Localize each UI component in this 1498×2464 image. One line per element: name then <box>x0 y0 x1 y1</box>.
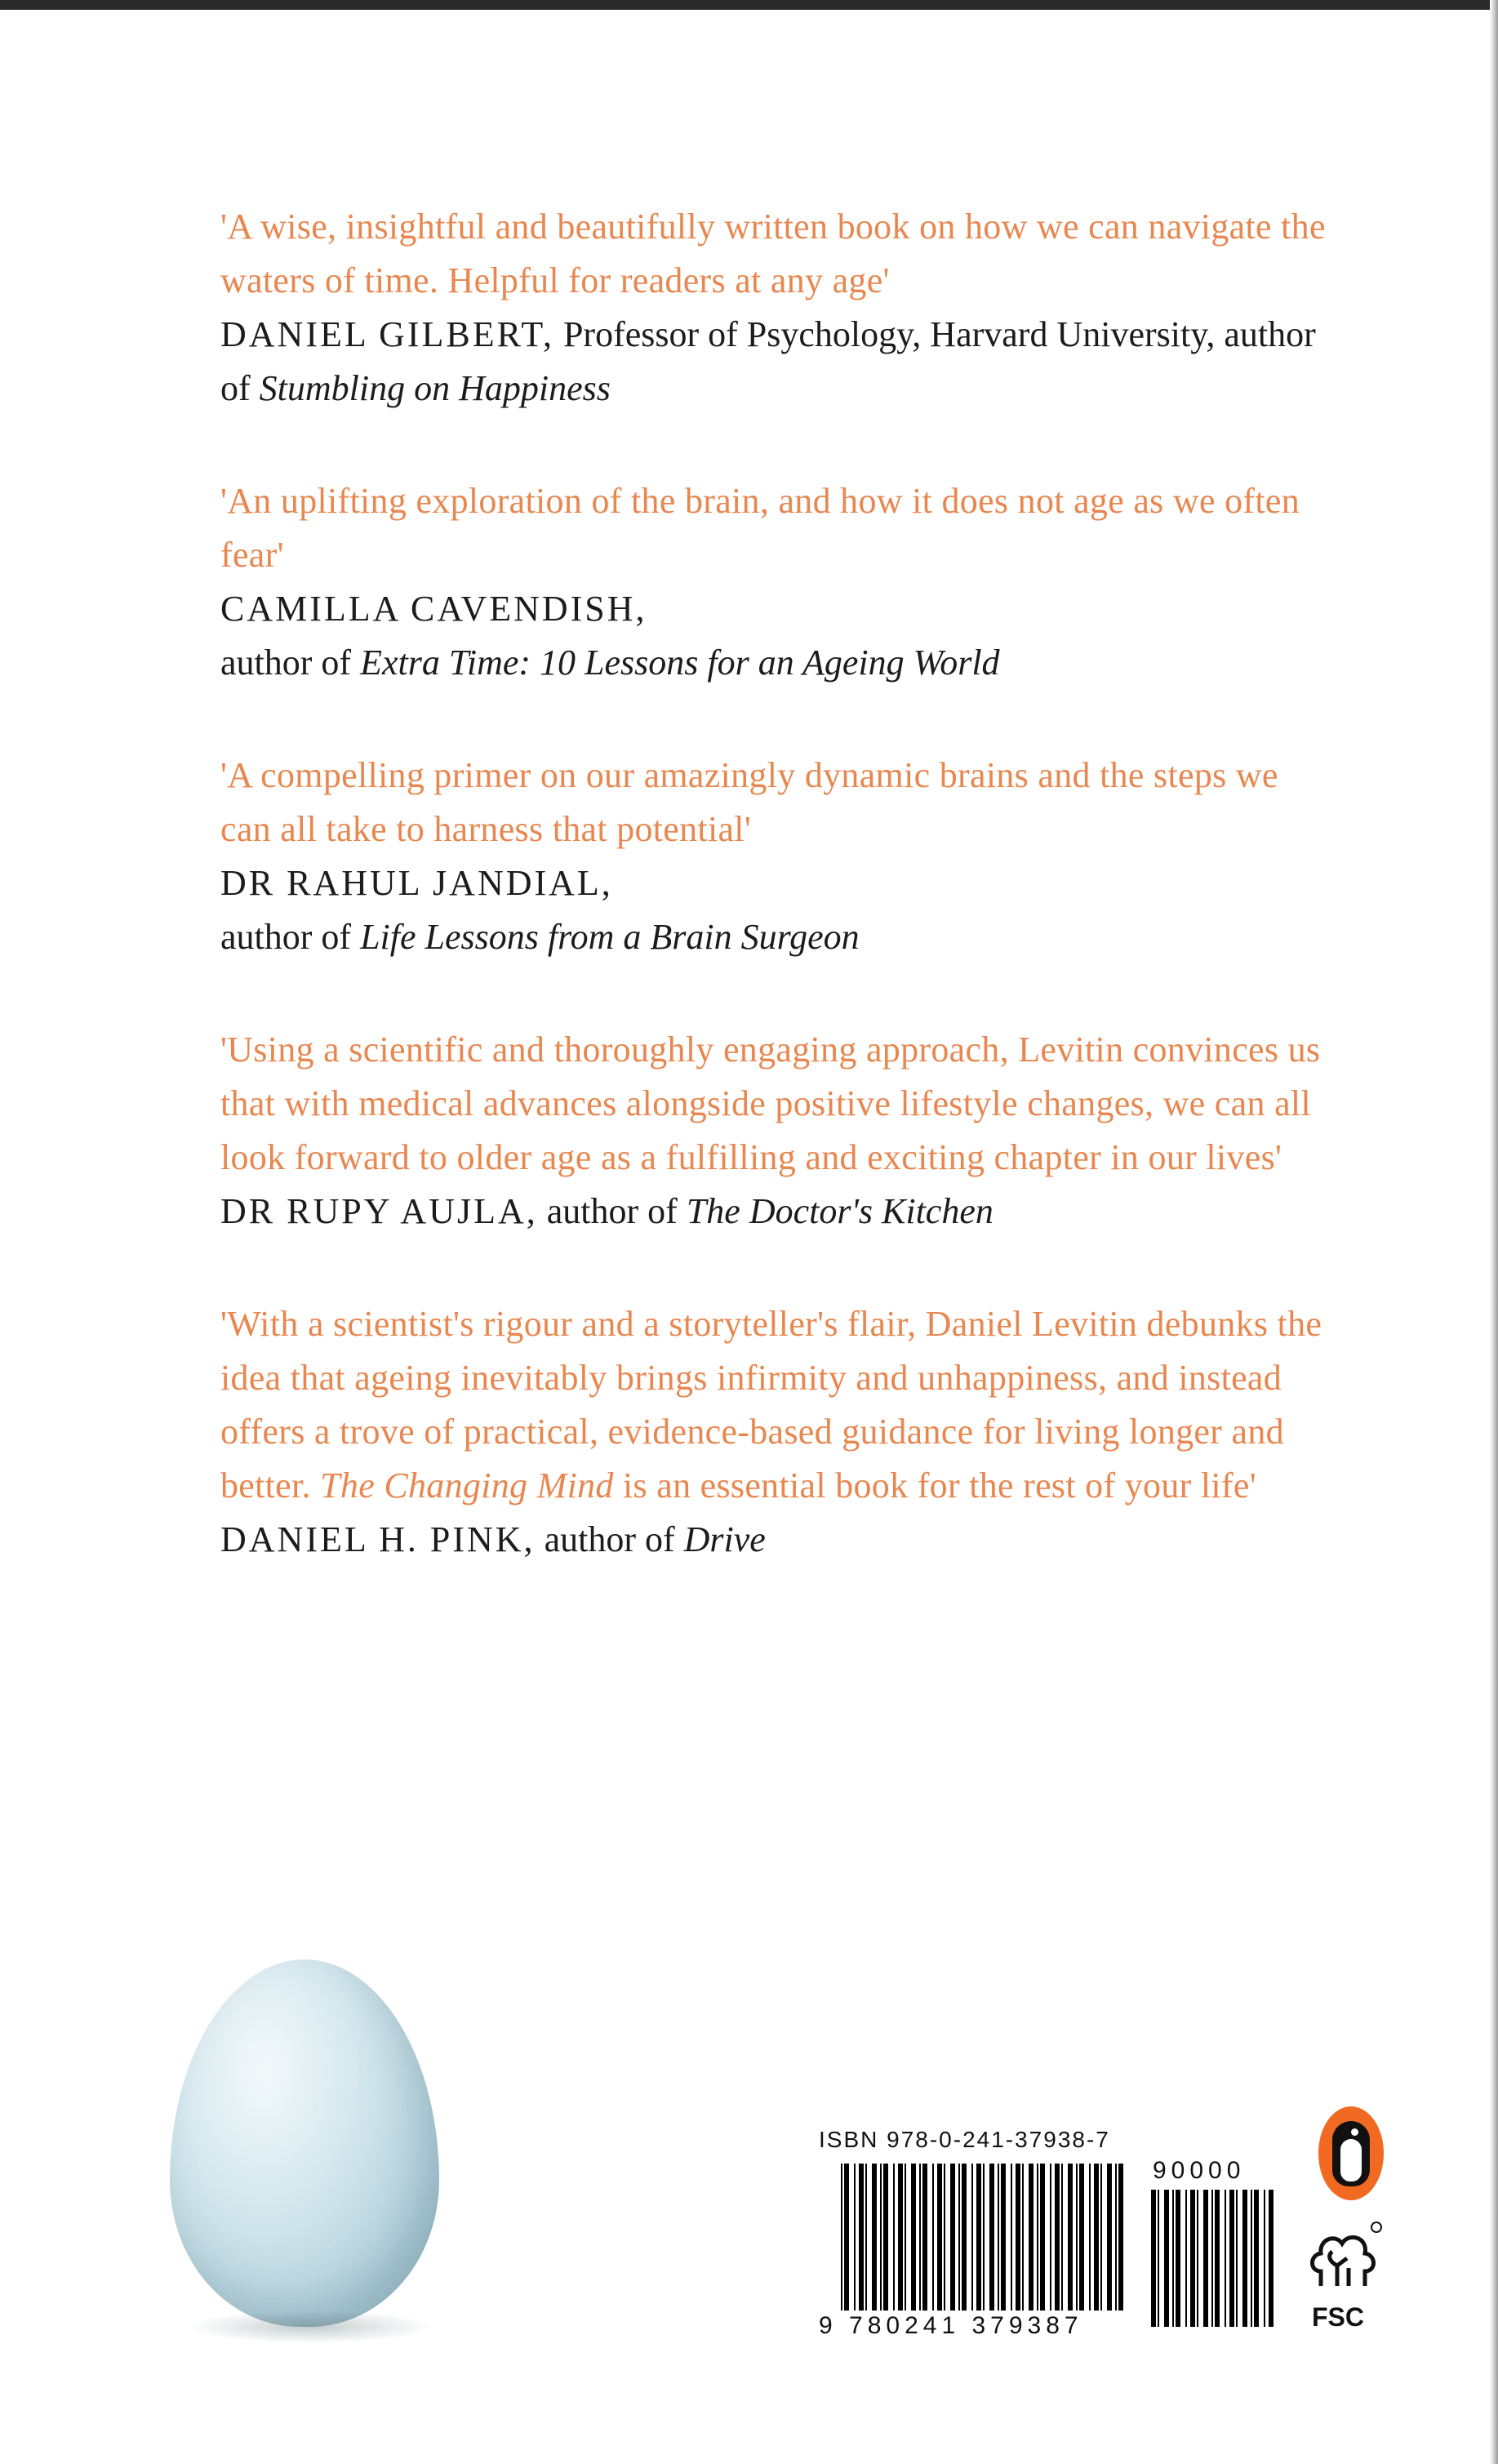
isbn-barcode <box>841 2164 1127 2327</box>
blurb-quote-end: is an essential book for the rest of your life' <box>613 1466 1256 1506</box>
barcode-bar <box>865 2164 867 2311</box>
blurb-author-name: DANIEL H. PINK, <box>220 1519 536 1559</box>
isbn-label: ISBN 978-0-241-37938-7 <box>819 2127 1110 2152</box>
barcode-bar <box>932 2164 934 2311</box>
blurb-author-work: The Doctor's Kitchen <box>686 1191 993 1231</box>
blurb-pink <box>220 1297 1331 1567</box>
blurb-author-work: Extra Time: 10 Lessons for an Ageing World <box>360 643 1000 683</box>
barcode-bar <box>1107 2164 1112 2311</box>
barcode-bar <box>911 2164 916 2311</box>
price-code: 90000 <box>1153 2157 1246 2184</box>
cover-right-edge <box>1490 0 1498 2464</box>
barcode-bar <box>1068 2164 1073 2311</box>
barcode-bar <box>1118 2164 1123 2311</box>
blurb-author-name: DANIEL GILBERT, <box>220 314 554 354</box>
barcode-bar <box>1158 2190 1159 2327</box>
blurb-author-work: Drive <box>683 1519 766 1559</box>
barcode-bar <box>1016 2164 1020 2311</box>
barcode-bar <box>841 2164 842 2311</box>
blurb-attribution <box>220 856 1331 964</box>
barcode-bar <box>1037 2164 1038 2311</box>
barcode-bar <box>976 2164 981 2311</box>
cover-top-edge <box>0 0 1498 10</box>
blurb-quote <box>220 1297 1331 1513</box>
blurb-gilbert <box>220 200 1331 416</box>
barcode-bar <box>1100 2164 1102 2311</box>
barcode-bar <box>971 2164 973 2311</box>
barcode-bar <box>1040 2164 1045 2311</box>
barcode-bar <box>1076 2164 1078 2311</box>
blurb-author-role: author of <box>546 1191 678 1231</box>
barcode-bar <box>905 2164 906 2311</box>
blurb-author-work: Stumbling on Happiness <box>259 368 611 408</box>
barcode-bar <box>1115 2164 1117 2311</box>
barcode-bar <box>844 2164 849 2311</box>
barcode-bar <box>1055 2164 1060 2311</box>
penguin-eye <box>1351 2128 1358 2136</box>
barcode-bar <box>937 2164 942 2311</box>
barcode-bar <box>1203 2190 1208 2327</box>
barcode-bar <box>1251 2190 1252 2327</box>
fsc-label: FSC <box>1312 2302 1364 2332</box>
barcode-bar <box>883 2164 888 2311</box>
blurb-quote-start: 'With a scientist's rigour and a storyteller's flair, Daniel Levitin debunks the idea that ageing inevitably brings infirmity and unhappiness, and instead offers a trove of practical, evidence-based guidance for living longer and better. <box>220 1304 1322 1506</box>
blurb-author-role: author of <box>220 643 352 683</box>
blurb-aujla <box>220 1023 1331 1239</box>
barcode-bar <box>1022 2164 1024 2311</box>
penguin-belly <box>1340 2139 1362 2182</box>
barcode-bar <box>958 2164 960 2311</box>
barcode-bar <box>1001 2164 1006 2311</box>
price-barcode <box>1151 2190 1274 2327</box>
barcode-bar <box>898 2164 903 2311</box>
barcode-bar <box>1089 2164 1091 2311</box>
blurb-author-role: author of <box>220 917 352 957</box>
barcode-bar <box>1029 2164 1033 2311</box>
blurb-attribution <box>220 308 1331 416</box>
barcode-bar <box>893 2164 895 2311</box>
blurb-quote: 'A compelling primer on our amazingly dynamic brains and the steps we can all take to harness that potential' <box>220 755 1278 849</box>
endorsements <box>220 200 1331 1626</box>
barcode-bar <box>1094 2164 1099 2311</box>
blurb-author-name: DR RAHUL JANDIAL, <box>220 863 613 903</box>
barcode-bar <box>998 2164 999 2311</box>
blurb-attribution <box>220 582 1331 690</box>
blurb-quote-title: The Changing Mind <box>320 1466 614 1506</box>
barcode-bar <box>1185 2190 1187 2327</box>
blurb-author-role: Professor of Psychology, Harvard University, author of <box>220 314 1316 408</box>
blurb-jandial <box>220 749 1331 964</box>
barcode-bar <box>1079 2164 1084 2311</box>
blurb-author-work: Life Lessons from a Brain Surgeon <box>360 917 860 957</box>
barcode-bar <box>1215 2190 1220 2327</box>
barcode-bar <box>1011 2164 1012 2311</box>
barcode-bar <box>1264 2190 1265 2327</box>
barcode-bar <box>983 2164 985 2311</box>
barcode-bar <box>1229 2190 1234 2327</box>
barcode-bar <box>1236 2190 1238 2327</box>
barcode-bar <box>989 2164 994 2311</box>
egg-shadow <box>188 2311 433 2343</box>
barcode-bar <box>1225 2190 1226 2327</box>
blurb-attribution <box>220 1185 1331 1239</box>
blurb-quote: 'An uplifting exploration of the brain, and how it does not age as we often fear' <box>220 481 1300 575</box>
ean-digits: 9 780241 379387 <box>819 2312 1083 2339</box>
fsc-tree-icon <box>1305 2221 1382 2298</box>
blurb-cavendish <box>220 474 1331 690</box>
egg-image <box>170 1959 439 2327</box>
barcode-bar <box>962 2164 967 2311</box>
barcode-bar <box>950 2164 955 2311</box>
barcode-bar <box>872 2164 877 2311</box>
barcode-bar <box>859 2164 864 2311</box>
barcode-bar <box>1151 2190 1156 2327</box>
blurb-attribution <box>220 1513 1331 1567</box>
blurb-quote: 'Using a scientific and thoroughly engaging approach, Levitin convinces us that with medical advances alongside positive lifestyle changes, we can all look forward to older age as a fulfilling and exciting chapter in our lives' <box>220 1030 1321 1177</box>
barcode-bar <box>1197 2190 1198 2327</box>
barcode-bar <box>919 2164 921 2311</box>
barcode-bar <box>1242 2190 1247 2327</box>
barcode-bar <box>1211 2190 1213 2327</box>
barcode-bar <box>1190 2190 1195 2327</box>
barcode-bar <box>944 2164 945 2311</box>
barcode-bar <box>1176 2190 1180 2327</box>
blurb-author-role: author of <box>544 1519 675 1559</box>
barcode-bar <box>854 2164 856 2311</box>
barcode-bar <box>1050 2164 1051 2311</box>
barcode-bar <box>922 2164 927 2311</box>
blurb-author-name: DR RUPY AUJLA, <box>220 1191 538 1231</box>
barcode-bar <box>1061 2164 1063 2311</box>
barcode-bar <box>1172 2190 1174 2327</box>
blurb-author-name: CAMILLA CAVENDISH, <box>220 589 647 629</box>
barcode-bar <box>880 2164 882 2311</box>
barcode-bar <box>1254 2190 1259 2327</box>
barcode-bar <box>1269 2190 1274 2327</box>
barcode-bar <box>1164 2190 1169 2327</box>
blurb-quote: 'A wise, insightful and beautifully written book on how we can navigate the waters of time. Helpful for readers at any age' <box>220 207 1326 300</box>
